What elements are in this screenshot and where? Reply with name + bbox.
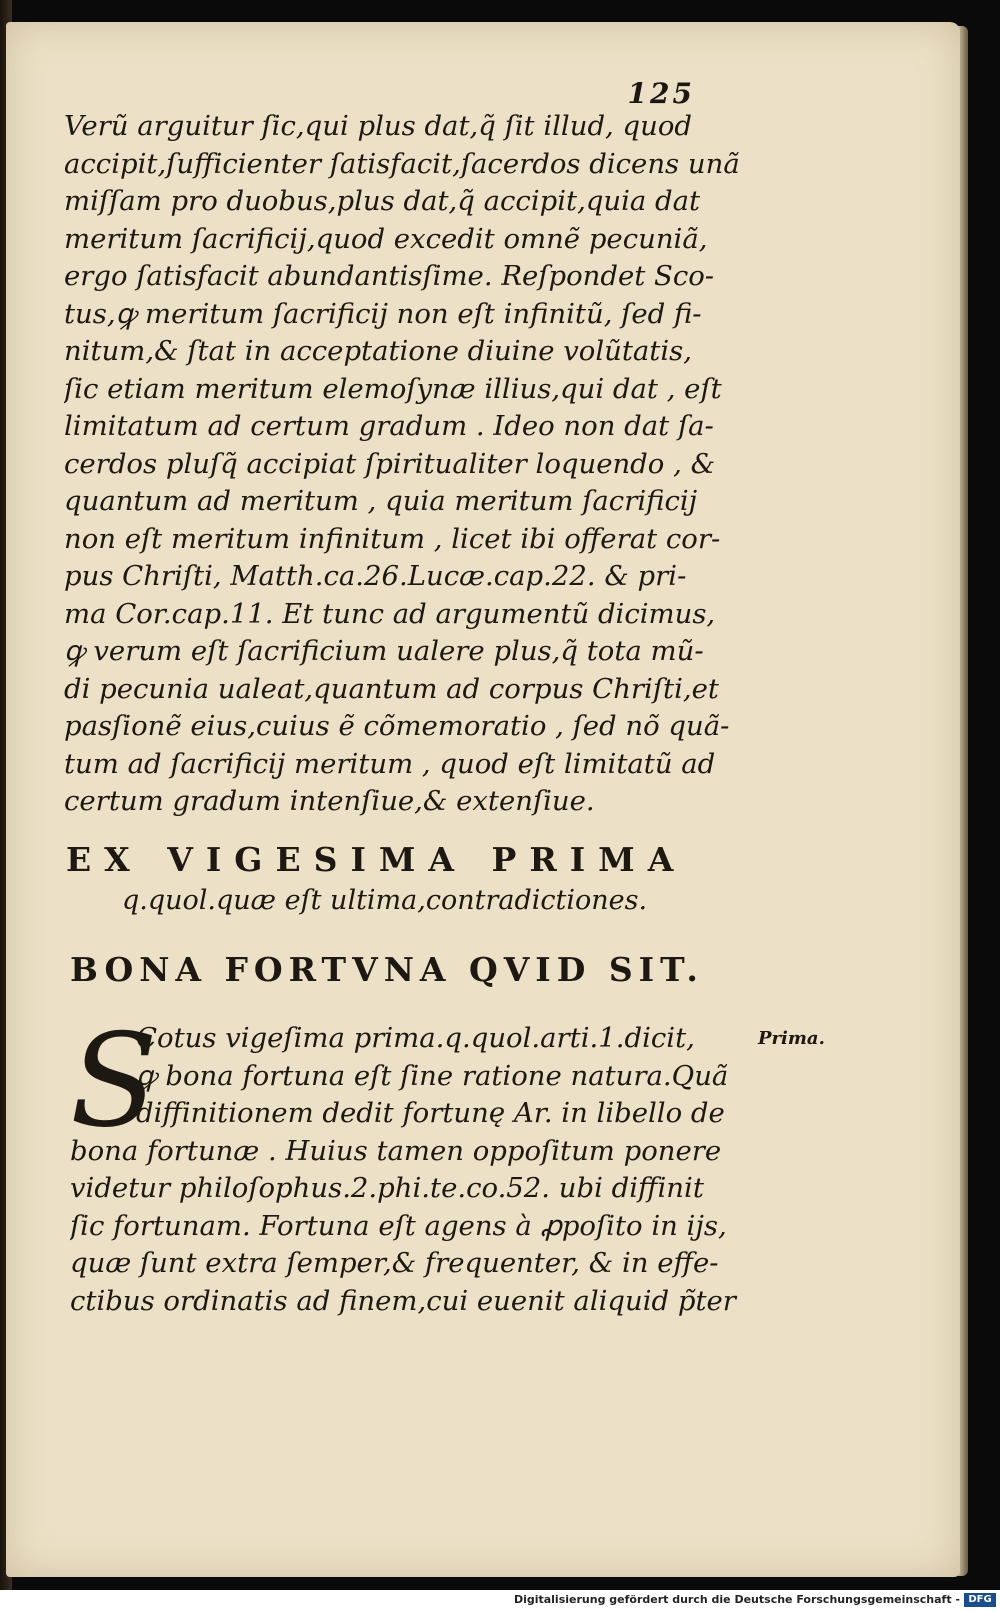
page-number: 125: [627, 77, 695, 110]
text-line: pasſionẽ eius,cuius ẽ cõmemoratio , ſed nõ quã-: [64, 710, 730, 742]
section-text: [70, 1007, 790, 1320]
text-line: tum ad ſacrificij meritum , quod eſt limitatũ ad: [64, 747, 716, 780]
text-line: pus Chriſti, Matth.ca.26.Lucæ.cap.22. & pri-: [64, 560, 687, 592]
text-line: ſic etiam meritum elemoſynæ illius,qui dat , eſt: [64, 372, 722, 405]
text-line: non eſt meritum infinitum , licet ibi offerat cor-: [64, 522, 721, 555]
text-line: accipit,ſufficienter ſatisfacit,ſacerdos dicens unã: [64, 147, 740, 180]
text-line: ꝙ verum eſt ſacrificium ualere plus,q̃ tota mũ-: [64, 635, 704, 667]
text-line: Verũ arguitur ſic,qui plus dat,q̃ ſit illud, quod: [64, 110, 693, 142]
text-line: cerdos pluſq̃ accipiat ſpiritualiter loquendo , &: [64, 447, 716, 480]
text-line: videtur philoſophus.2.phi.te.co.52. ubi diffinit: [70, 1172, 704, 1204]
text-line: quantum ad meritum , quia meritum ſacrificij: [64, 485, 698, 517]
drop-capital: S: [70, 1007, 158, 1156]
text-line: miſſam pro duobus,plus dat,q̃ accipit,quia dat: [64, 185, 701, 217]
text-line: tus,ꝙ meritum ſacrificij non eſt infinitũ, ſed fi-: [64, 297, 702, 330]
digitization-credit: Digitalisierung gefördert durch die Deutsche Forschungsgemeinschaft -: [513, 1593, 960, 1606]
text-line: ctibus ordinatis ad finem,cui euenit aliquid p̃ter: [70, 1284, 736, 1317]
text-line: ergo ſatisfacit abundantisſime. Reſpondet Sco-: [64, 260, 715, 292]
footer-bar: [0, 1590, 1000, 1611]
margin-note: Prima.: [758, 1028, 825, 1049]
text-line: ꝙ bona fortuna eſt ſine ratione natura.Quã: [136, 1059, 729, 1092]
body-text: [64, 108, 774, 821]
text-line: diffinitionem dedit fortunę Ar. in libello de: [136, 1097, 725, 1129]
question-heading: BONA FORTVNA QVID SIT.: [70, 950, 704, 989]
text-line: limitatum ad certum gradum . Ideo non dat ſa-: [64, 410, 714, 442]
section-subheading: q.quol.quæ eſt ultima,contradictiones.: [122, 885, 648, 916]
dfg-logo: DFG: [964, 1593, 996, 1607]
text-line: bona fortunæ . Huius tamen oppoſitum ponere: [70, 1134, 722, 1167]
text-line: ma Cor.cap.11. Et tunc ad argumentũ dicimus,: [64, 597, 716, 630]
text-line: meritum ſacrificij,quod excedit omnẽ pecuniã,: [64, 222, 708, 255]
text-line: Cotus vigeſima prima.q.quol.arti.1.dicit,: [136, 1022, 695, 1054]
text-line: ſic fortunam. Fortuna eſt agens à ꝓpoſito in ijs,: [70, 1209, 727, 1242]
text-line: quæ ſunt extra ſemper,& frequenter, & in effe-: [70, 1247, 719, 1279]
text-line: nitum,& ſtat in acceptatione diuine volũtatis,: [64, 335, 693, 367]
text-line: di pecunia ualeat,quantum ad corpus Chriſti,et: [64, 672, 719, 705]
text-line: certum gradum intenſiue,& extenſiue.: [64, 785, 595, 817]
section-heading: EX VIGESIMA PRIMA: [66, 840, 687, 879]
